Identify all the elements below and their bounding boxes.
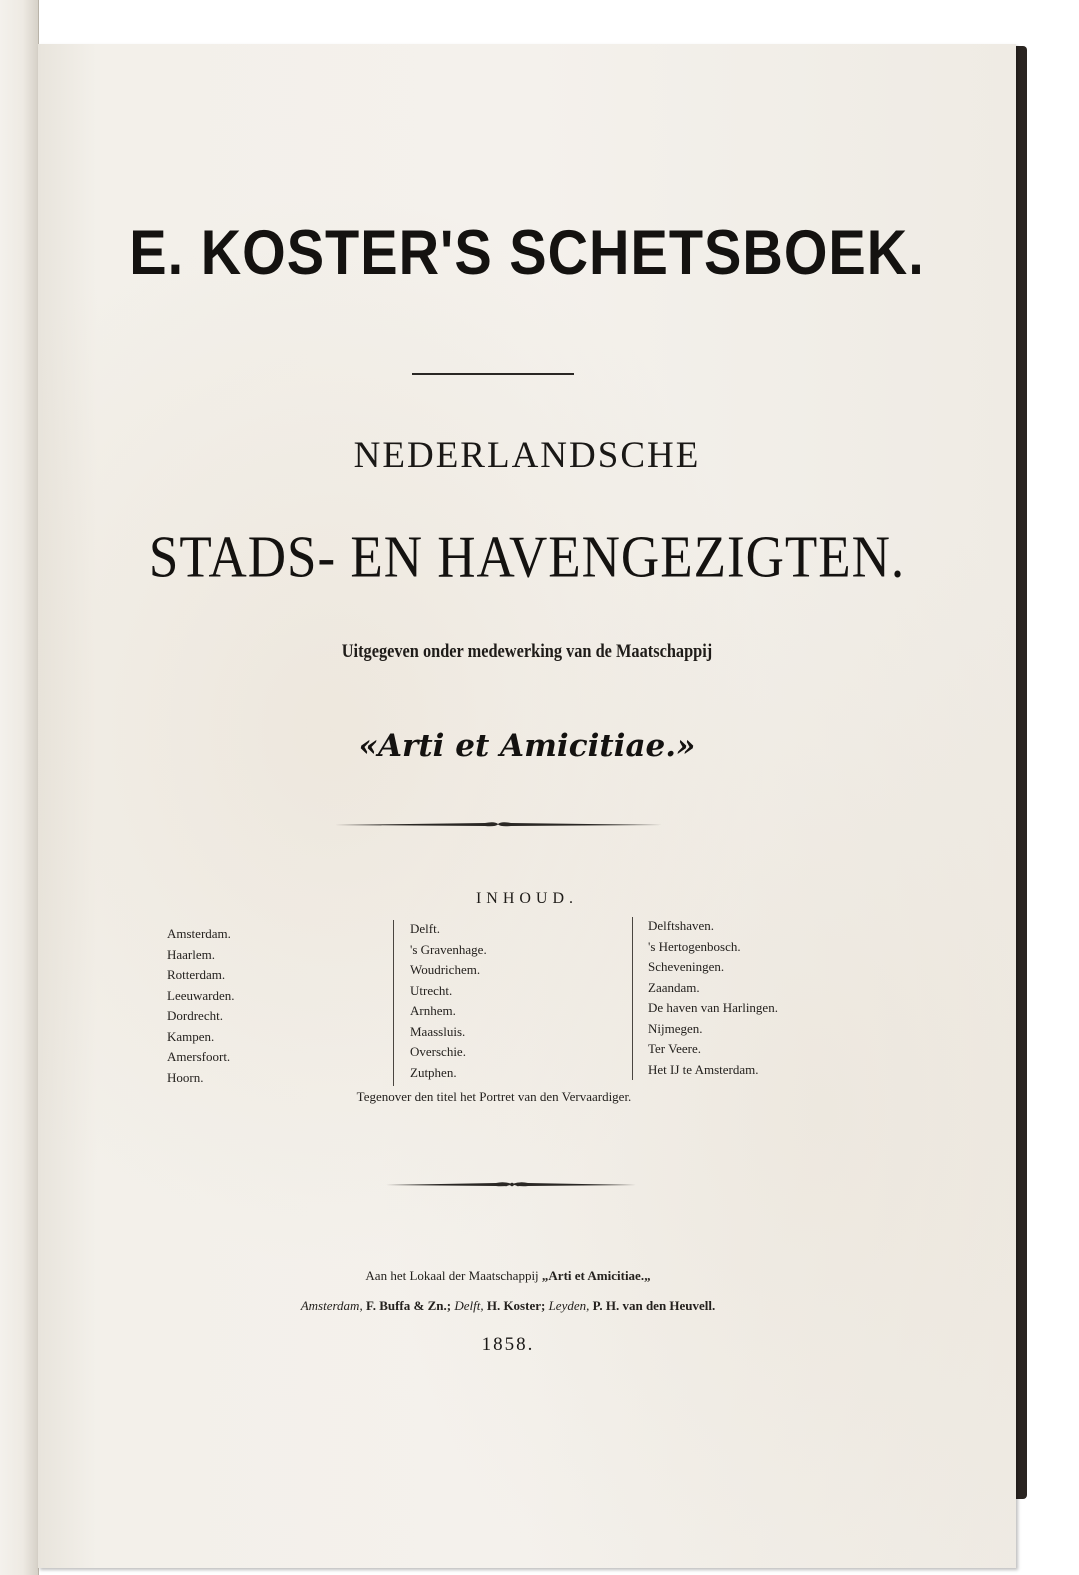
column-divider	[393, 920, 394, 1086]
publisher-koster: H. Koster;	[486, 1298, 546, 1313]
subtitle-line-1: NEDERLANDSCHE	[353, 435, 701, 476]
title-page	[38, 44, 1016, 1568]
facing-page-edge	[0, 0, 39, 1575]
contents-item: Overschie.	[410, 1044, 466, 1059]
publisher-buffa: F. Buffa & Zn.;	[365, 1298, 452, 1313]
contents-item: Amersfoort.	[167, 1049, 231, 1064]
contents-item: Zutphen.	[410, 1064, 457, 1080]
contents-item: Amsterdam.	[167, 926, 231, 941]
contents-item: Ter Veere.	[648, 1041, 701, 1056]
imprint-publishers	[38, 1298, 978, 1314]
issued-with-line: Uitgegeven onder medewerking van de Maatschappij	[341, 641, 713, 662]
imprint-line-1	[38, 1268, 978, 1284]
contents-column-3	[648, 916, 778, 1080]
contents-item: Delft.	[410, 921, 440, 936]
contents-item: Kampen.	[167, 1028, 215, 1044]
city-amsterdam: Amsterdam,	[300, 1298, 363, 1313]
subtitle-line-2: STADS- EN HAVENGEZIGTEN.	[148, 525, 906, 591]
contents-item: 's Gravenhage.	[410, 941, 487, 957]
ornamental-rule-top	[335, 819, 662, 829]
contents-item: Woudrichem.	[410, 962, 481, 977]
column-divider	[632, 917, 633, 1080]
contents-item: Haarlem.	[167, 946, 216, 962]
contents-item: Zaandam.	[648, 979, 700, 995]
contents-item: Hoorn.	[167, 1069, 204, 1085]
contents-heading: INHOUD.	[475, 890, 579, 907]
contents-item: 's Hertogenbosch.	[648, 938, 741, 954]
contents-item: Maassluis.	[410, 1023, 466, 1039]
contents-item: Scheveningen.	[648, 959, 725, 974]
contents-item: Leeuwarden.	[167, 987, 235, 1003]
contents-item: Arnhem.	[410, 1003, 456, 1018]
contents-item: Het IJ te Amsterdam.	[648, 1061, 759, 1077]
frontispiece-note: Tegenover den titel het Portret van den Vervaardiger.	[356, 1089, 632, 1104]
city-leyden: Leyden,	[548, 1298, 590, 1313]
publication-year: 1858.	[481, 1334, 535, 1355]
contents-item: Delftshaven.	[648, 918, 715, 933]
contents-item: Rotterdam.	[167, 967, 226, 982]
publisher-van-den-heuvell: P. H. van den Heuvell.	[592, 1298, 716, 1313]
city-delft: Delft,	[454, 1298, 484, 1313]
book-title: E. KOSTER'S SCHETSBOEK.	[129, 217, 925, 288]
contents-item: De haven van Harlingen.	[648, 1000, 778, 1015]
contents-item: Dordrecht.	[167, 1008, 223, 1023]
imprint-society: „Arti et Amicitiae.„	[541, 1268, 651, 1283]
imprint-prefix: Aan het Lokaal der Maatschappij	[365, 1268, 539, 1283]
contents-item: Nijmegen.	[648, 1020, 703, 1036]
society-name: «Arti et Amicitiae.»	[358, 728, 696, 764]
title-rule	[412, 373, 574, 375]
contents-item: Utrecht.	[410, 982, 453, 998]
contents-column-1	[167, 924, 235, 1088]
contents-column-2	[410, 919, 487, 1083]
ornamental-rule-bottom	[386, 1179, 638, 1189]
